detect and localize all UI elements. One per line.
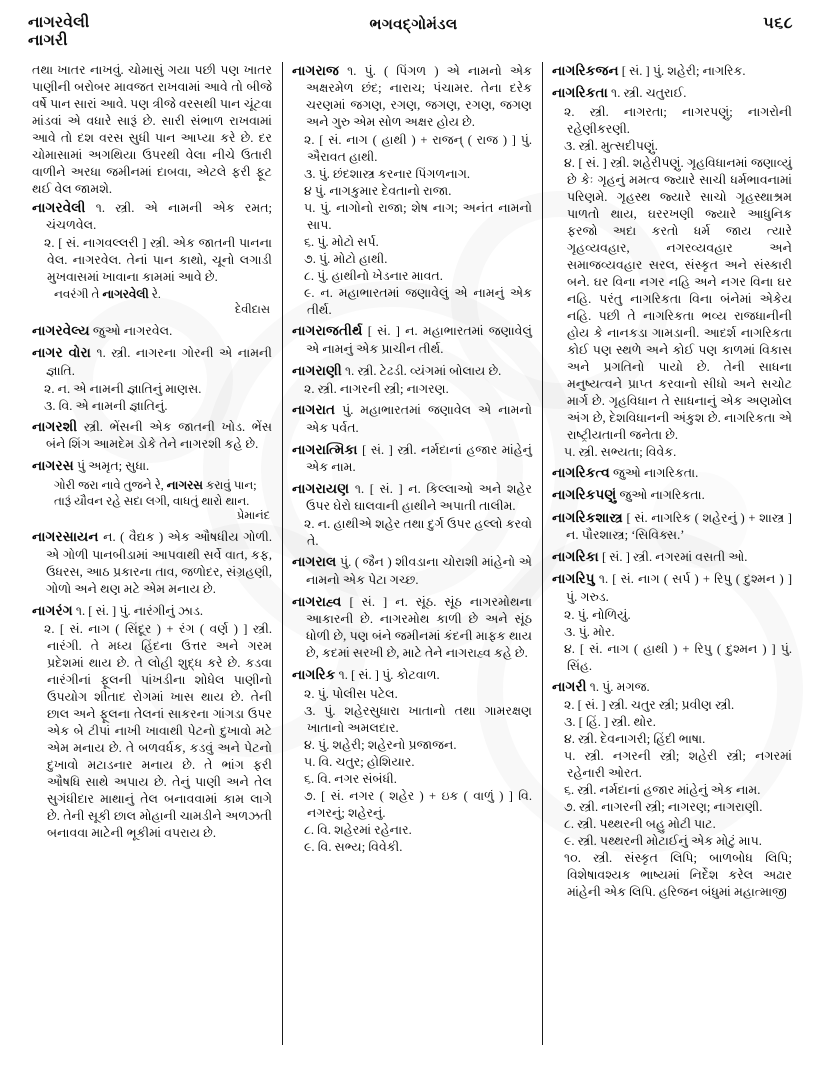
citation-source: પ્રેમાનંદ xyxy=(236,509,270,522)
headword: નાગરિકજન xyxy=(552,63,619,78)
sense-definition: ૨. સ્ત્રી. નાગરતા; નાગરપણું; નાગરોની રહેણીકરણી. xyxy=(564,104,792,136)
dictionary-entry xyxy=(292,480,532,553)
sense-number: ૪. xyxy=(304,737,315,752)
entry-first-line: નાગરાયણ ૧. [ સં. ] ન. કિલ્લાઓ અને શહેર ઉપર ઘેરો ઘાલવાની હાથીને અપાતી તાલીમ. xyxy=(292,481,532,514)
sense-number: ૯. xyxy=(304,286,315,301)
dictionary-entry xyxy=(552,570,792,677)
headword: નાગરવેલ્ય xyxy=(32,322,90,338)
entry-first-line: નાગર વોરા ૧. સ્ત્રી. નાગરના ગોરની એ નામની જ્ઞાતિ. xyxy=(32,345,272,378)
headword: નાગરવેલી xyxy=(32,200,86,215)
headword: નાગરાહ્વ xyxy=(292,593,342,609)
dictionary-entry xyxy=(32,322,272,344)
headword: નાગરસાયન xyxy=(32,529,99,545)
dictionary-entry xyxy=(552,486,792,508)
sense-definition: ૪. સ્ત્રી. દેવનાગરી; હિંદી ભાષા. xyxy=(564,732,706,747)
sense-number: ૬. xyxy=(304,771,315,786)
dictionary-entry xyxy=(32,457,272,528)
sense-definition: ૪. [ સં. નાગ ( હાથી ) + રિપુ ( દુશ્મન ) ] પું. સિંહ. xyxy=(564,641,792,673)
entry-first-line: નાગરી ૧. પું. મગજ. xyxy=(552,678,650,694)
column-divider-2 xyxy=(542,62,543,1045)
dictionary-entry xyxy=(552,548,792,570)
sense-number: ૨. xyxy=(564,104,575,119)
sense-definition: ૮. સ્ત્રી. પથ્થરની બહુ મોટી પાટ. xyxy=(564,817,716,832)
headword: નાગરાજતીર્થ xyxy=(292,323,363,339)
headword: નાગરિકપણું xyxy=(552,487,617,503)
entry-first-line: નાગરવેલ્ય જુઓ નાગરવેલ. xyxy=(32,322,173,338)
running-head-left-line1: નાગરવેલી xyxy=(28,14,90,31)
entry-first-line: નાગરાલ પું. ( જૈન ) શીવડાના ચોરાશી માંહેનો એ નામનો એક પેટા ગચ્છ. xyxy=(292,554,532,587)
dictionary-entry xyxy=(292,401,532,440)
dictionary-entry xyxy=(552,62,792,84)
headword: નાગરશી xyxy=(32,418,78,434)
sense-definition: ૫. સ્ત્રી. નગરની સ્ત્રી; શહેરી સ્ત્રી; નગરમાં રહેનારી ઓરત. xyxy=(564,749,792,781)
dictionary-entry xyxy=(32,528,272,601)
sense-number: ૨. xyxy=(564,607,575,622)
entry-spacer xyxy=(292,856,532,859)
running-head xyxy=(28,14,799,60)
sense-number: ૩. xyxy=(304,703,316,718)
sense-number: ૫. xyxy=(304,201,316,216)
sense-definition: ૩. પું. શહેરસુધારા ખાતાનો તથા ગામરક્ષણ ખાતાનો અમલદાર. xyxy=(304,703,532,735)
verse-keyword: નાગરસ xyxy=(166,477,203,492)
sense-definition: ૨. [ સં. ] સ્ત્રી. ચતુર સ્ત્રી; પ્રવીણ સ્ત્રી. xyxy=(564,698,735,713)
sense-number: ૨. xyxy=(44,622,55,637)
sense-definition: ૮. વિ. શહેરમાં રહેનાર. xyxy=(304,822,412,837)
sense-number: ૫. xyxy=(564,444,576,459)
dictionary-entry xyxy=(292,322,532,361)
sense-number: ૩. xyxy=(564,715,576,730)
sense-definition: ૩. પું. મોર. xyxy=(564,624,615,639)
column-divider-1 xyxy=(282,62,283,1045)
dictionary-entry xyxy=(292,593,532,666)
sense-definition: ૬. પું. મોટો સર્પ. xyxy=(304,235,379,250)
sense-number: ૮. xyxy=(564,817,575,832)
dictionary-entry xyxy=(292,553,532,592)
sense-definition: ૩. [ હિં. ] સ્ત્રી. થોર. xyxy=(564,715,656,730)
sense-number: ૬. xyxy=(564,783,575,798)
verse-quotation: તારૂં યૌવન રહે સદા લગી, વાધતું થારો થાન. xyxy=(54,493,250,508)
sense-number: ૩. xyxy=(44,398,56,413)
sense-definition: ૯. વિ. સભ્ય; વિવેકી. xyxy=(304,839,403,854)
dictionary-entry xyxy=(292,666,532,858)
sense-number: ૨. xyxy=(44,236,55,251)
sense-number: ૩. xyxy=(564,138,576,153)
sense-number: ૪. xyxy=(564,155,575,170)
headword: નાગરિકશાસ્ત્ર xyxy=(552,509,623,525)
book-title: ભગવદ્ગોમંડલ xyxy=(369,17,458,33)
sense-number: ૭. xyxy=(304,788,316,803)
sense-number: ૨. xyxy=(304,686,315,701)
sense-definition: ૨. [ સં. નાગવલ્લરી ] સ્ત્રી. એક જાતની પાનના વેલ. નાગરવેલ. તેનાં પાન કાથો, ચૂનો લગાડી મુખવાસમાં ખાવાના કામમાં આવે છે. xyxy=(44,236,272,285)
entry-first-line: નાગરાત્મિકા [ સં. ] સ્ત્રી. નર્મદાનાં હજાર માંહેનું એક નામ. xyxy=(292,441,532,475)
dictionary-entry xyxy=(32,199,272,322)
entry-first-line: નાગરિકતા ૧. સ્ત્રી. ચતુરાઈ. xyxy=(552,85,687,101)
entry-spacer xyxy=(32,842,272,845)
sense-definition: ૨. સ્ત્રી. નાગરની સ્ત્રી; નાગરણ. xyxy=(304,382,449,397)
dictionary-entry xyxy=(32,418,272,457)
verse-quotation: નવરંગી તે નાગરવેલી રે. xyxy=(54,287,161,302)
headword: નાગરિકત્વ xyxy=(552,464,610,480)
text-column-1 xyxy=(24,62,281,1057)
sense-number: ૩. xyxy=(304,167,316,182)
sense-definition: ૪. પું. શહેરી; શહેરનો પ્રજાજન. xyxy=(304,737,457,752)
entry-first-line: નાગરાજ ૧. પું. ( પિંગળ ) એ નામનો એક અક્ષરમેળ છંદ; નારાચ; પંચામર. તેના દરેક ચરણમાં જગણ, રગણ, જગણ, રગણ, જગણ અને ગુરુ એમ સોળ અક્ષર હોય છે. xyxy=(292,63,532,130)
headword: નાગરાલ xyxy=(292,554,337,570)
entry-first-line: નાગરિકપણું જુઓ નાગરિકતા. xyxy=(552,487,705,503)
sense-definition: ૬. સ્ત્રી. નર્મદાનાં હજાર માંહેનું એક નામ. xyxy=(564,783,761,798)
sense-definition: ૨. [ સં. નાગ ( હાથી ) + રાજન્ ( રાજ ) ] પું. ઐરાવત હાથી. xyxy=(304,133,532,165)
dictionary-entry xyxy=(292,362,532,401)
sense-number: ૫. xyxy=(564,749,576,764)
sense-definition: ૪. [ સં. ] સ્ત્રી. શહેરીપણું. ગૃહવિધાનમાં જણાવ્યું છે કેઃ ગૃહનું મમત્વ જ્યારે સાચી ધર્મભાવનામાં પરિણમે. ગૃહસ્થ જ્યારે સાચો ગૃહસ્થાશ્રમ પાળતો થાય, ઘરરખણી જ્યારે આધુનિક ફરજો અદા કરતો ધર્મ જાય ત્યારે ગૃહવ્યવહાર, નગરવ્યવહાર અને સમાજવ્યવહાર સરલ, સંસ્કૃત અને સંસ્કારી બને. ઘર વિના નગર નહિ અને નગર વિના ઘર નહિ. પરંતુ નાગરિકતા વિના બંનેમાં એકેય નહિ. પછી તે નાગરિકતા ભવ્ય રાજધાનીની હોય કે નાનકડા ગામડાની. આદર્શ નાગરિકતા કોઈ પણ સ્થળે અને કોઈ પણ કાળમાં વિકાસ અને પ્રગતિનો પાયો છે. તેની સાધના મનુષ્યત્વને પ્રાપ્ત કરવાનો સીધો અને સચોટ માર્ગ છે. ગૃહવિધાન તે સાધનાનું એક અણમોલ અંગ છે, દેશવિધાનની અંકુશ છે. નાગરિકતા એ રાષ્ટ્રીયતાની જનેતા છે. xyxy=(564,155,792,442)
sense-number: ૭. xyxy=(564,800,576,815)
column-container xyxy=(24,62,801,1057)
sense-number: ૨. xyxy=(304,517,315,532)
sense-number: ૮. xyxy=(304,269,315,284)
sense-number: ૬. xyxy=(304,235,315,250)
sense-number: ૭. xyxy=(304,252,316,267)
entry-first-line: નાગરાણી ૧. સ્ત્રી. ટેઢડી. વ્યંગમાં બોલાય છે. xyxy=(292,362,502,378)
sense-definition: ૭. સ્ત્રી. નાગરની સ્ત્રી; નાગરણ; નાગરાણી. xyxy=(564,800,763,815)
dictionary-entry xyxy=(552,678,792,904)
dictionary-entry xyxy=(292,62,532,322)
entry-first-line: નાગરિકત્વ જુઓ નાગરિકતા. xyxy=(552,464,699,480)
entry-first-line: નાગરાજતીર્થ [ સં. ] ન. મહાભારતમાં જણાવેલું એ નામનું એક પ્રાચીન તીર્થ. xyxy=(292,323,532,356)
sense-number: ૨. xyxy=(304,382,315,397)
verse-keyword: નાગરવેલી xyxy=(102,287,149,302)
entry-first-line: નાગરિક ૧. [ સં. ] પું. કોટવાળ. xyxy=(292,667,440,683)
sense-definition: ૫. વિ. ચતુર; હોશિયાર. xyxy=(304,754,415,769)
entry-first-line: નાગરાત પું. મહાભારતમાં જણાવેલ એ નામનો એક પર્વત. xyxy=(292,402,532,435)
entry-first-line: નાગરશી સ્ત્રી. ભેંસની એક જાતની ખોડ. ભેંસ બંને શિંગ આમદેમ ડોકે તેને નાગરશી કહે છે. xyxy=(32,418,272,452)
entry-first-line: નાગરવેલી ૧. સ્ત્રી. એ નામની એક રમત; ચંચળવેલ. xyxy=(32,200,272,233)
sense-definition: ૨. પું. નોળિયું. xyxy=(564,607,631,622)
entry-first-line: નાગરસાયન ન. ( વૈદ્યક ) એક ઔષધીય ગોળી. એ ગોળી પાનબીડામાં આપવાથી સર્વે વાત, કફ, ઉધરસ, આઠ પ્રકારના તાવ, જળોદર, સંગ્રહણી, ગોળો અને થણ મટે એમ મનાય છે. xyxy=(32,529,272,596)
running-head-left-line2: નાગરી xyxy=(28,32,68,50)
headword: નાગર વોરા xyxy=(32,345,91,361)
sense-definition: ૯. ન. મહાભારતમાં જણાવેલું એ નામનું એક તીર્થ. xyxy=(304,286,532,318)
headword: નાગરિપુ xyxy=(552,571,595,587)
body-paragraph: તથા ખાતર નાખવું. ચોમાસું ગયા પછી પણ ખાતર પાણીની બરોબર માવજત રાખવામાં આવે તો બીજે વર્ષે પાન સારાં આવે. પણ ત્રીજે વરસથી પાન ચૂંટવા માંડવાં એ વધારે સારૂં છે. સારી સંભાળ રાખવામાં આવે તો દશ વરસ સુધી પાન આપ્યા કરે છે. દર ચોમાસામાં અગથિયા ઉપરથી વેલા નીચે ઉતારી વાળીને અરધા જમીનમાં દાબવા, એટલે ફરી ફૂટ થઈ વેલ જામશે. xyxy=(32,63,272,196)
text-column-3 xyxy=(544,62,801,1057)
entry-first-line: નાગરાહ્વ [ સં. ] ન. સૂંઠ. સૂંઠ નાગરમોથના આકારની છે. નાગરમોથ કાળી છે અને સૂંઠ ધોળી છે, પણ બંને જમીનમાં કંદની માફક થાય છે, કદમાં સરખી છે, માટે તેને નાગરાહ્વ કહે છે. xyxy=(292,593,532,661)
dictionary-entry xyxy=(552,464,792,486)
verse-quotation: ગોરી જરા નાવે તુજને રે, નાગરસ કરાવું પાન; xyxy=(54,477,257,492)
sense-definition: ૨. ન. હાથીએ શહેર તથા દુર્ગ ઉપર હલ્લો કરવો તે. xyxy=(304,517,532,549)
entry-first-line: નાગરસ પું અમૃત; સુધા. xyxy=(32,458,150,474)
headword: નાગરસ xyxy=(32,458,74,474)
sense-number: ૪ xyxy=(304,184,312,199)
dictionary-entry xyxy=(552,84,792,463)
headword: નાગરિકા xyxy=(552,549,599,565)
sense-definition: ૭. [ સં. નગર ( શહેર ) + ઇક ( વાળું ) ] વિ. નગરનું; શહેરનું. xyxy=(304,788,532,820)
sense-definition: ૧૦. સ્ત્રી. સંસ્કૃત લિપિ; બાળબોધ લિપિ; વિશેષાવશ્યક ભાષ્યમાં નિર્દેશ કરેલ અઢાર માંહેની એક લિપિ. હરિજન બંધુમાં મહાત્માજી xyxy=(564,851,792,900)
headword: નાગરાયણ xyxy=(292,481,350,497)
sense-number: ૪. xyxy=(564,641,575,656)
sense-definition: ૨. પું. પોલીસ પટેલ. xyxy=(304,686,398,701)
page-number: ૫૬૮ xyxy=(763,15,793,32)
sense-definition: ૮. પું. હાથીનો ખેડનાર માવત. xyxy=(304,269,443,284)
headword: નાગરંગ xyxy=(32,602,73,618)
sense-definition: ૩. પું. છંદશાસ્ત્ર કરનાર પિંગળનાગ. xyxy=(304,167,471,182)
sense-definition: ૫. પું. નાગોનો રાજા; શેષ નાગ; અનંત નામનો સાપ. xyxy=(304,201,532,233)
sense-number: ૨. xyxy=(44,381,55,396)
entry-first-line: નાગરિકશાસ્ત્ર [ સં. નાગરિક ( શહેરનું ) + શાસ્ત્ર ] ન. પૌરશાસ્ત્ર; ‘સિવિક્સ.’ xyxy=(552,509,792,543)
entry-first-line: નાગરિપુ ૧. [ સં. નાગ ( સર્પ ) + રિપુ ( દુશ્મન ) ] પું. ગરુડ. xyxy=(552,571,792,604)
headword: નાગરી xyxy=(552,678,587,694)
sense-number: ૯. xyxy=(304,839,315,854)
text-column-2 xyxy=(284,62,541,1057)
dictionary-entry xyxy=(292,441,532,480)
sense-number: ૩. xyxy=(564,624,576,639)
sense-definition: ૩. સ્ત્રી. મુત્સદીપણું. xyxy=(564,138,658,153)
sense-definition: ૨. ન. એ નામની જ્ઞાતિનું માણસ. xyxy=(44,381,202,396)
sense-number: ૧૦. xyxy=(564,851,581,866)
headword: નાગરાત xyxy=(292,402,336,418)
sense-number: ૨. xyxy=(304,133,315,148)
headword: નાગરિક xyxy=(292,667,336,683)
sense-number: ૮. xyxy=(304,822,315,837)
headword: નાગરાત્મિકા xyxy=(292,441,358,457)
sense-definition: ૯. સ્ત્રી. પથ્થરની મોટાઈનું એક મોટું માપ. xyxy=(564,834,762,849)
dictionary-entry xyxy=(32,344,272,417)
citation-source: દેવીદાસ xyxy=(234,303,270,316)
sense-number: ૨. xyxy=(564,698,575,713)
sense-definition: ૨. [ સં. નાગ ( સિંદૂર ) + રંગ ( વર્ણ ) ] સ્ત્રી. નારંગી. તે મધ્ય હિંદના ઉત્તર અને ગરમ પ્રદેશમાં થાય છે. તે લોહી શુદ્ધ કરે છે. કડવા નારંગીનાં ફૂલની પાંખડીના શોધેલ પાણીનો ઉપયોગ શીતાદ રોગમાં ખાસ થાય છે. તેની છાલ અને ફૂલના તેલનાં સાકરના ગાંગડા ઉપર એક બે ટીપાં નાખી ખાવાથી પેટનો દુખાવો મટે એમ મનાય છે. તે બળવર્ધક, કડવું અને પેટનો દુખાવો મટાડનાર મનાય છે. તે ભાંગ ફરી ઔષધિ સાથે અપાય છે. તેનું પાણી અને તેલ સુગંધીદાર માથાનું તેલ બનાવવામાં કામ લાગે છે. તેની સૂકી છાલ મોહાની ચામડીને અળઝતી બનાવવા માટેની ભૂકીમાં વપરાય છે. xyxy=(44,622,272,841)
sense-definition: ૪ પું. નાગકુમાર દેવતાનો રાજા. xyxy=(304,184,452,199)
entry-first-line: નાગરિકજન [ સં. ] પું. શહેરી; નાગરિક. xyxy=(552,63,746,78)
sense-definition: ૩. વિ. એ નામની જ્ઞાતિનું. xyxy=(44,398,168,413)
entry-first-line: નાગરંગ ૧. [ સં. ] પું. નારંગીનું ઝાડ. xyxy=(32,602,203,618)
headword: નાગરિકતા xyxy=(552,85,608,101)
sense-number: ૫. xyxy=(304,754,316,769)
sense-number: ૯. xyxy=(564,834,575,849)
sense-number: ૪. xyxy=(564,732,575,747)
headword: નાગરાણી xyxy=(292,362,342,378)
headword: નાગરાજ xyxy=(292,63,339,78)
entry-first-line: નાગરિકા [ સં. ] સ્ત્રી. નગરમાં વસતી ઓ. xyxy=(552,549,748,565)
sense-definition: ૭. પું. મોટો હાથી. xyxy=(304,252,388,267)
sense-definition: ૫. સ્ત્રી. સભ્યતા; વિવેક. xyxy=(564,444,677,459)
dictionary-entry xyxy=(552,509,792,548)
sense-definition: ૬. વિ. નગર સંબંધી. xyxy=(304,771,397,786)
dictionary-entry xyxy=(32,602,272,845)
entry-spacer xyxy=(552,901,792,904)
